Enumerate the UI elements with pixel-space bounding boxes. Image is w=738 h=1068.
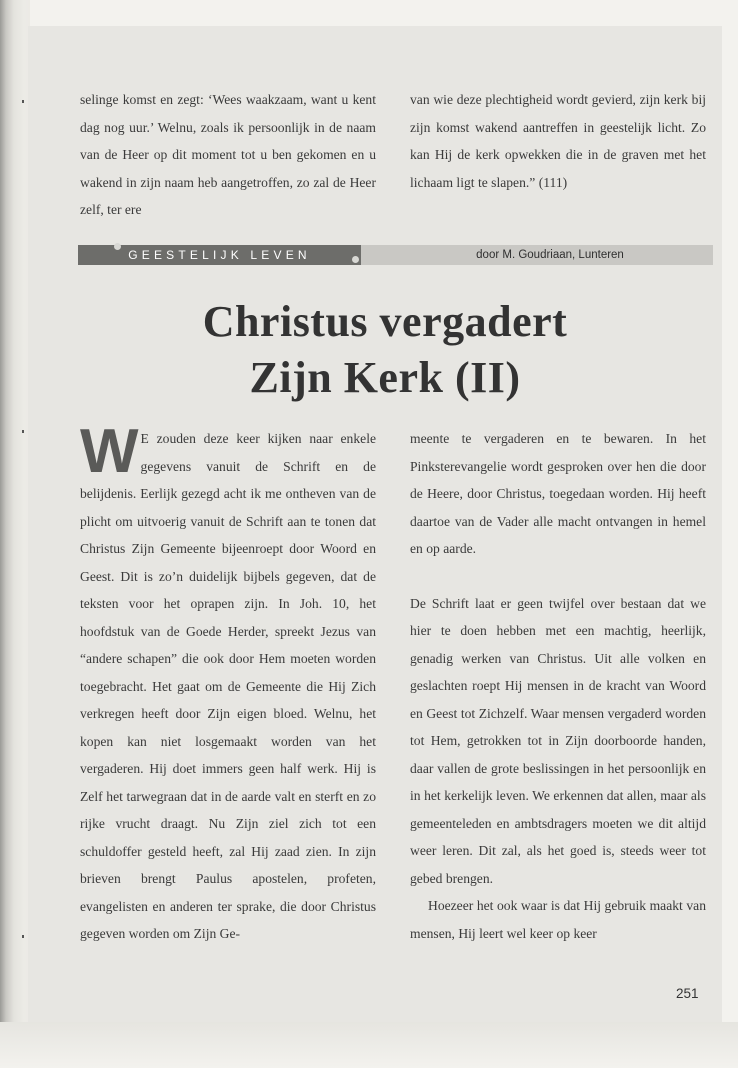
top-left-column <box>80 86 376 224</box>
body-paragraph: meente te vergaderen en te bewaren. In het Pinksterevangelie wordt gesproken over hen die door de Heere, door Christus, toegedaan worden. Hij heeft daartoe van de Vader alle macht ontvangen in hemel en op aarde. <box>410 431 706 556</box>
page-bottom-edge <box>0 1022 738 1068</box>
body-paragraph: De Schrift laat er geen twijfel over bestaan dat we hier te doen hebben met een machtig, heerlijk, genadig werken van Christus. Uit alle volken en geslachten roept Hij mensen in de kracht van Woord en Geest tot Zichzelf. Waar mensen vergaderd worden tot Hem, getrokken tot in Zijn doorboorde handen, daar vallen de grote beslissingen in het persoonlijk en in het kerkelijk leven. We erkennen dat allen, maar als gemeenteleden en ambtsdragers moeten we dit altijd weer leren. Dit zal, als het goed is, steeds weer tot gebed brengen. <box>410 595 706 886</box>
top-left-paragraph: selinge komst en zegt: ‘Wees waakzaam, want u kent dag nog uur.’ Welnu, zoals ik persoonlijk in de naam van de Heer op dit moment tot u ben gekomen en u wakend in zijn naam heb aangetroffen, zo zal de Heer zelf, ter ere <box>80 92 376 217</box>
gutter-mark <box>22 935 24 938</box>
article-author: door M. Goudriaan, Lunteren <box>476 249 624 261</box>
body-paragraph-text: E zouden deze keer kijken naar enkele gegevens vanuit de Schrift en de belijdenis. Eerlijk gezegd acht ik me ontheven van de plicht om uitvoerig vanuit de Schrift aan te tonen dat Christus Zijn Gemeente bijeenroept door Woord en Geest. Dit is zo’n duidelijk bijbels gegeven, dat de teksten voor het oprapen zijn. In Joh. 10, het hoofdstuk van de Goede Herder, spreekt Jezus van “andere schapen” die ook door Hem moeten worden toegebracht. Het gaat om de Gemeente die Hij Zich verkregen heeft door Zijn eigen bloed. Welnu, het kopen kan niet losgemaakt worden van het vergaderen. Hij doet immers geen half werk. Hij is Zelf het tarwegraan dat in de aarde valt en sterft en zo rijke vrucht draagt. Nu Zijn ziel zich tot een schuldoffer gesteld heeft, zal Hij zaad zien. In zijn brieven brengt Paulus apostelen, profeten, evangelisten en anderen ter sprake, die door Christus gegeven worden om Zijn Ge- <box>80 431 376 941</box>
section-dot <box>352 256 359 263</box>
article-title <box>60 294 710 406</box>
gutter-mark <box>22 100 24 103</box>
drop-cap: W <box>80 417 137 486</box>
page-gutter <box>0 0 30 1068</box>
top-right-paragraph: van wie deze plechtigheid wordt gevierd, zijn kerk bij zijn komst wakend aantreffen in geestelijk licht. Zo kan Hij de kerk opwekken die in de graven met het lichaam ligt te slapen.” (111) <box>410 92 706 190</box>
body-paragraph: Hoezeer het ook waar is dat Hij gebruik maakt van mensen, Hij leert wel keer op keer <box>410 898 706 941</box>
section-label: GEESTELIJK LEVEN <box>78 245 361 265</box>
top-right-column <box>410 86 706 196</box>
title-line-1: Christus vergadert <box>202 297 568 346</box>
title-line-2: Zijn Kerk (II) <box>249 353 521 402</box>
section-dot <box>114 243 121 250</box>
gutter-mark <box>22 430 24 433</box>
body-left-column <box>80 417 376 948</box>
page-number: 251 <box>676 986 699 1001</box>
body-paragraph <box>80 417 376 948</box>
body-right-column <box>410 425 706 947</box>
